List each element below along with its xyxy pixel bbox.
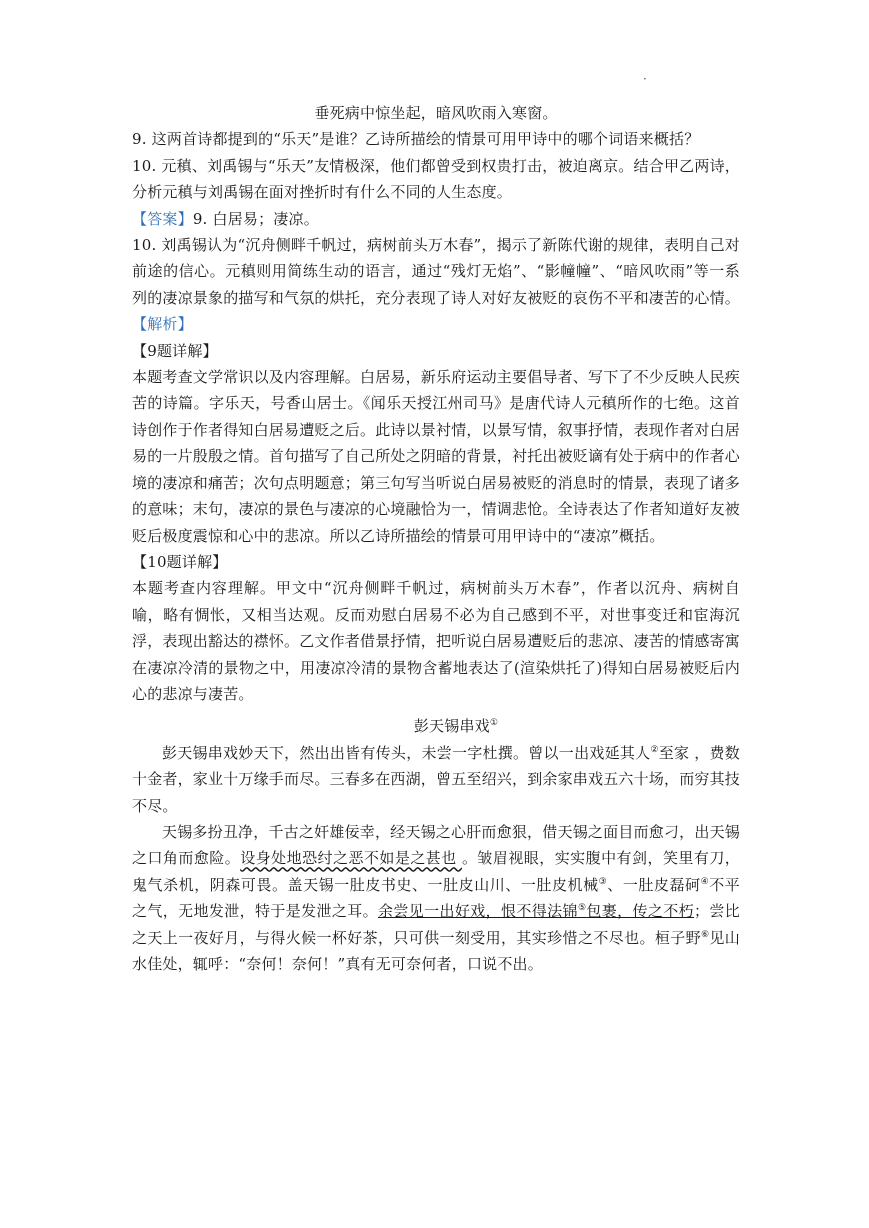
essay-text: ；尝比之天上一夜好月，与得火候一杯好茶，只可供一刻受用，其实珍惜之不尽也。桓子野 [132,902,740,947]
detail-10-text: 本题考查内容理解。甲文中“沉舟侧畔千帆过，病树前头万木春”，作者以沉舟、病树自喻，略有惆怅，又相当达观。反而劝慰白居易不必为自己感到不平，对世事变迁和宦海沉浮，表现出豁达的襟怀。乙文作者借景抒情，把听说白居易遭贬后的悲凉、凄苦的情感寄寓在凄凉冷清的景物之中，用凄凉冷清的景物含蓄地表达了(渲染烘托了)得知白居易被贬后内心的悲凉与凄苦。 [132,579,741,703]
question-9: 9. 这两首诗都提到的“乐天”是谁？乙诗所描绘的情景可用甲诗中的哪个词语来概括？ [132,130,700,149]
footnote-marker: ④ [700,876,710,887]
essay-title: 彭天锡串戏 [413,717,490,736]
footnote-marker: ③ [598,876,608,887]
question-10: 10. 元稹、刘禹锡与“乐天”友情极深，他们都曾受到权贵打击，被迫离京。结合甲乙两诗，分析元稹与刘禹锡在面对挫折时有什么不同的人生态度。 [132,156,740,202]
essay-text: 、一肚皮磊砢 [607,875,701,894]
poem-line: 垂死病中惊坐起，暗风吹雨入寒窗。 [314,104,558,122]
answer-9: 9. 白居易；凄凉。 [192,209,319,228]
wavy-underlined-sentence: 设身处地恐纣之恶不如是之甚也 [240,849,462,868]
detail-9-text: 本题考查文学常识以及内容理解。白居易，新乐府运动主要倡导者、写下了不少反映人民疾苦的诗篇。字乐天，号香山居士。《闻乐天授江州司马》是唐代诗人元稹所作的七绝。这首诗创作于作者得知白居易遭贬之后。此诗以景衬情，以景写情，叙事抒情，表现作者对白居易的一片殷殷之情。首句描写了自己所处之阴暗的背景，衬托出被贬谪有处于病中的作者心境的凄凉和痛苦；次句点明题意；第三句写当听说白居易被贬的消息时的情景，表现了诸多的意味；末句，凄凉的景色与凄凉的心境融恰为一，情调悲怆。全诗表达了作者知道好友被贬后极度震惊和心中的悲凉。所以乙诗所描绘的情景可用甲诗中的“凄凉”概括。 [132,368,741,545]
footnote-marker: ① [489,718,499,729]
footnote-marker: ⑥ [700,929,710,940]
answer-9-line [132,206,740,232]
underlined-sentence [378,902,694,920]
essay-text: 包裹，传之不朽 [586,902,695,921]
detail-9-label: 【9题详解】 [132,341,218,360]
essay-text: 至家 ，费数十金者，家业十万缘手而尽。三春多在西湖，曾五至绍兴，到余家串戏五六十场，而穷其技不尽。 [132,743,741,815]
essay-text: 见山水佳处，辄呼：“奈何！奈何！”真有无可奈何者，口说不出。 [132,928,740,973]
essay-text: 不平之气，无地发泄，特于是发泄之耳。 [132,875,740,921]
detail-10-label: 【10题详解】 [132,552,228,571]
answer-label: 【答案】 [132,209,193,228]
essay-text: 。皱眉视眼，实实腹中有剑，笑里有刀，鬼气杀机，阴森可畏。盖天锡一肚皮书史、一肚皮山川、一肚皮机械 [132,849,740,894]
header-mark: · [643,72,647,86]
essay-text: 余尝见一出好戏，恨不得法锦 [378,902,578,921]
essay-text: 天锡多扮丑净，千古之奸雄佞幸，经天锡之心肝而愈狠，借天锡之面目而愈刁，出天锡之口角而愈险。 [132,822,740,868]
answer-10: 10. 刘禹锡认为“沉舟侧畔千帆过，病树前头万木春”，揭示了新陈代谢的规律，表明自己对前途的信心。元稹则用简练生动的语言，通过“残灯无焰”、“影幢幢”、“暗风吹雨”等一系列的凄凉景象的描写和气氛的烘托，充分表现了诗人对好友被贬的哀伤不平和凄苦的心情。 [132,236,741,307]
footnote-marker: ⑤ [577,903,587,914]
essay-text: 彭天锡串戏妙天下，然出出皆有传头，未尝一字杜撰。曾以一出戏延其人 [162,743,651,762]
essay-paragraph-2 [132,819,740,977]
essay-title-line [172,713,740,739]
footnote-marker: ② [650,744,659,755]
document-body [132,100,740,977]
analysis-label: 【解析】 [132,315,193,334]
essay-paragraph-1 [132,740,740,819]
